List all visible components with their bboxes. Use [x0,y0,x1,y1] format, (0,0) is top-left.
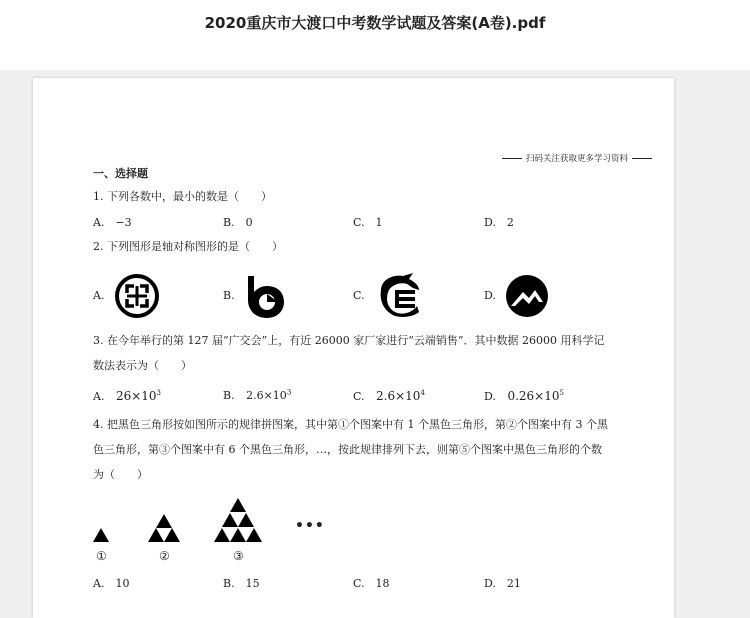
triangle-mark [230,528,246,542]
q3-option-a-value [116,389,161,403]
q3-option-c-value [376,389,425,403]
icbc-logo-icon [113,272,161,320]
triangle-mark [230,498,246,512]
q4-option-a: A. 10 [93,577,130,590]
q3-option-b-base: 2.6×10 [246,389,287,402]
q4-option-c: C. 18 [353,577,390,590]
q3-option-c-base: 2.6×10 [376,389,421,403]
figure-label-2: ② [159,549,170,563]
figure-label-1: ① [96,549,107,563]
divider-line [502,158,522,159]
triangle-mark [156,514,172,528]
q2-option-c: C. [353,289,365,302]
q4-stem-line2: 色三角形，第③个图案中有 6 个黑色三角形，…，按此规律排列下去，则第⑤个图案中黑色三角形的个数 [93,443,602,456]
q1-option-b: B. 0 [223,216,253,229]
q2-option-d: D. [484,289,496,302]
q3-option-d-base: 0.26×10 [507,389,560,403]
triangle-mark [164,528,180,542]
q4-stem-line3: 为（ ） [93,468,148,481]
q4-stem-line1: 4. 把黑色三角形按如图所示的规律拼图案，其中第①个图案中有 1 个黑色三角形，第②个图案中有 3 个黑 [93,418,608,431]
scan-note-text: 扫码关注获取更多学习资料 [525,154,628,164]
q3-option-b-letter: B. [223,389,235,402]
q3-option-a-base: 26×10 [115,389,157,403]
triangle-mark [93,528,109,542]
figure-label-3: ③ [233,549,244,563]
q3-option-b-exponent: 3 [286,388,292,397]
q3-option-d [484,389,564,404]
section-heading: 一、选择题 [93,167,148,180]
q3-option-c [353,389,425,404]
q3-option-b-value [246,389,291,402]
q3-option-c-letter: C. [353,390,365,403]
q2-option-b: B. [223,289,235,302]
abc-bank-logo-icon [240,272,290,320]
q1-stem: 1. 下列各数中，最小的数是（ ） [93,190,272,203]
q3-stem-line1: 3. 在今年举行的第 127 届“广交会”上，有近 26000 家厂家进行“云端销售”．其中数据 26000 用科学记 [93,334,605,347]
document-title: 2020重庆市大渡口中考数学试题及答案(A卷).pdf [204,14,546,32]
q1-option-c: C. 1 [353,216,383,229]
pattern-ellipsis: ••• [295,518,325,534]
q1-option-d: D. 2 [484,216,514,229]
q1-option-a: A. −3 [93,216,132,229]
q4-option-d: D. 21 [484,577,521,590]
pdf-page [33,78,674,618]
triangle-mark [214,528,230,542]
triangle-mark [246,528,262,542]
q3-option-c-exponent: 4 [420,389,425,397]
q3-stem-line2: 数法表示为（ ） [93,359,192,372]
mountain-logo-icon [503,272,551,320]
q3-option-b [223,389,291,403]
q3-option-d-letter: D. [484,390,496,403]
q2-stem: 2. 下列图形是轴对称图形的是（ ） [93,240,283,253]
bank-of-communications-dragon-icon [373,270,423,318]
q4-option-b: B. 15 [223,577,260,590]
q2-option-a: A. [93,289,105,302]
viewer-header [0,0,750,70]
q3-option-a-exponent: 3 [156,389,162,397]
triangle-mark [238,513,254,527]
q3-option-d-exponent: 5 [559,389,564,397]
triangle-mark [222,513,238,527]
divider-line [632,158,652,159]
q3-option-d-value [507,389,564,403]
scan-note [498,152,656,164]
q3-option-a [93,389,161,404]
q3-option-a-letter: A. [93,390,105,403]
triangle-mark [148,528,164,542]
